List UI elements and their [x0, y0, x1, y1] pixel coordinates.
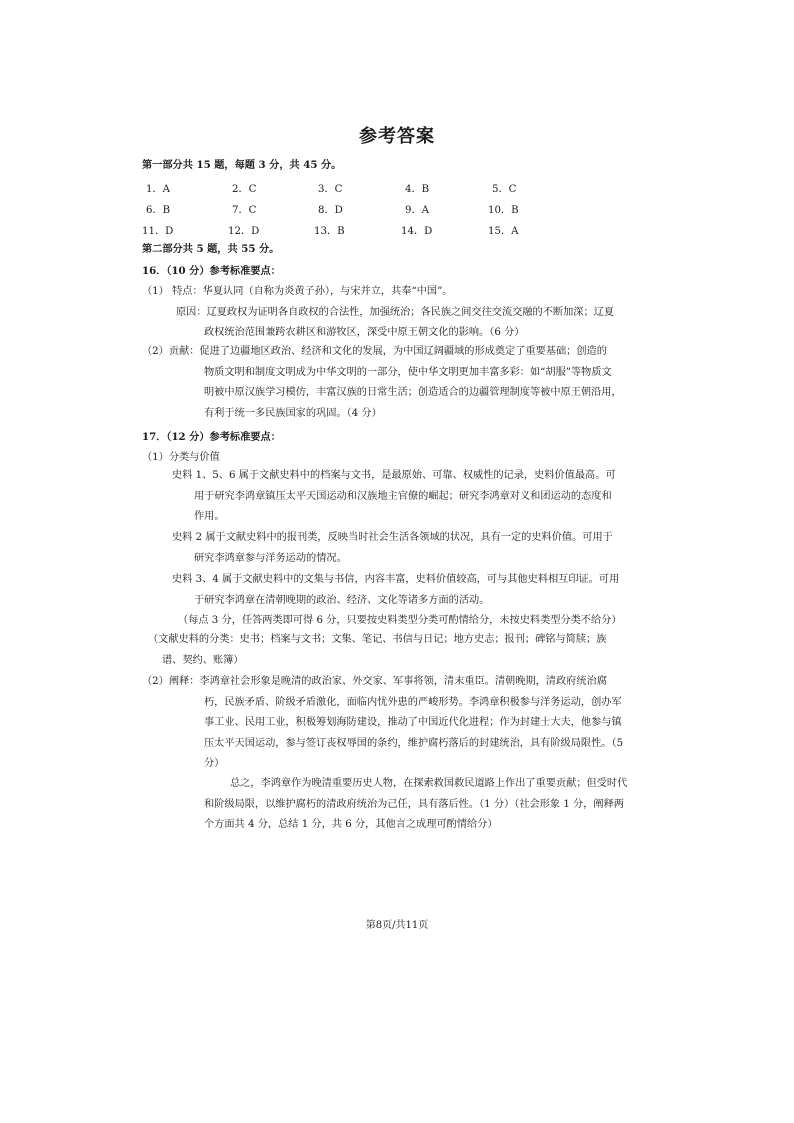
text-line: 用于研究李鸿章镇压太平天国运动和汉族地主官僚的崛起；研究李鸿章对义和团运动的态度和 [194, 490, 612, 502]
answer-item: 9．A [405, 205, 430, 216]
q16-header: 16．（10 分）参考标准要点： [142, 265, 281, 277]
q17-source-types-note [148, 630, 606, 671]
q16-part1-reasons-cont: 政权统治范围兼跨农耕区和游牧区，深受中原王朝文化的影响。（6 分） [204, 327, 525, 338]
text-line: 于研究李鸿章在清朝晚期的政治、经济、文化等诸多方面的活动。 [194, 594, 490, 606]
q17-summary [204, 774, 627, 836]
part2-header: 第二部分共 5 题，共 55 分。 [142, 243, 280, 255]
text-line: 事工业、民用工业，积极筹划海防建设，推动了中国近代化进程；作为封建士大夫，他参与镇 [204, 717, 622, 728]
text-line: 和阶级局限，以维护腐朽的清政府统治为己任，具有落后性。（1 分）（社会形象 1 分，阐释两 [204, 798, 624, 810]
answer-item: 6．B [146, 205, 171, 216]
q17-header: 17．（12 分）参考标准要点： [142, 431, 281, 443]
page-title: 参考答案 [359, 126, 435, 147]
answer-item: 3．C [318, 184, 343, 195]
text-line: （2）阐释：李鸿章社会形象是晚清的政治家、外交家、军事将领，清末重臣。清朝晚期，清政府统治腐 [142, 676, 607, 687]
q16-part1-reasons: 原因：辽夏政权为证明各自政权的合法性，加强统治；各民族之间交往交流交融的不断加深；辽夏 [176, 307, 615, 318]
text-line: 史料 3、4 属于文献史料中的文集与书信，内容丰富，史料价值较高，可与其他史料相互印证。可用 [172, 574, 620, 585]
text-line: 明被中原汉族学习模仿，丰富汉族的日常生活；创造适合的边疆管理制度等被中原王朝沿用， [204, 387, 622, 398]
answer-item: 11．D [142, 226, 174, 237]
q17-part2 [142, 672, 623, 775]
text-line: 谱、契约、账簿） [162, 654, 244, 666]
answer-item: 14．D [401, 226, 433, 237]
answer-item: 12．D [228, 226, 260, 237]
q17-scoring-note: （每点 3 分，任答两类即可得 6 分，只要按史料类型分类可酌情给分，未按史料类型分类不给分） [178, 615, 622, 626]
q17-sub1: （1）分类与价值 [142, 452, 220, 463]
answer-item: 8．D [318, 205, 343, 216]
text-line: 压太平天国运动，参与签订丧权辱国的条约，维护腐朽落后的封建统治，具有阶级局限性。（5 [204, 737, 624, 749]
text-line: 个方面共 4 分，总结 1 分，共 6 分，其他言之成理可酌情给分） [204, 819, 498, 830]
answer-item: 5．C [492, 184, 517, 195]
text-line: 有利于统一多民族国家的巩固。（4 分） [204, 407, 382, 419]
answer-item: 2．C [232, 184, 257, 195]
text-line: （2）贡献：促进了边疆地区政治、经济和文化的发展，为中国辽阔疆域的形成奠定了重要基础；创造的 [142, 346, 607, 357]
text-line: 史料 2 属于文献史料中的报刊类，反映当时社会生活各领域的状况，具有一定的史料价值。可用于 [172, 532, 613, 543]
q17-source-1-5-6 [172, 466, 616, 528]
text-line: 物质文明和制度文明成为中华文明的一部分，使中华文明更加丰富多彩：如“胡服”等物质文 [204, 366, 612, 378]
answer-item: 4．B [405, 184, 430, 195]
page-number-footer: 第8页/共11页 [365, 920, 429, 931]
answer-item: 13．B [314, 226, 345, 237]
q17-source-3-4 [172, 570, 619, 611]
text-line: 总之，李鸿章作为晚清重要历史人物，在探索救国救民道路上作出了重要贡献；但受时代 [230, 778, 628, 789]
answer-item: 10．B [488, 205, 519, 216]
answer-item: 7．C [232, 205, 257, 216]
text-line: 朽，民族矛盾、阶级矛盾激化，面临内忧外患的严峻形势。李鸿章积极参与洋务运动，创办军 [204, 696, 622, 708]
q16-part1-features: （1） 特点：华夏认同（自称为炎黄子孙），与宋并立，共奉“中国”。 [142, 286, 453, 297]
part1-header: 第一部分共 15 题，每题 3 分，共 45 分。 [142, 159, 342, 171]
text-line: 分） [204, 758, 225, 769]
text-line: （文献史料的分类：史书；档案与文书；文集、笔记、书信与日记；地方史志；报刊；碑铭与简牍；族 [148, 634, 607, 645]
answer-item: 1．A [146, 184, 171, 195]
answer-item: 15．A [488, 226, 519, 237]
q17-source-2 [172, 528, 613, 569]
q16-part2 [142, 342, 622, 424]
text-line: 研究李鸿章参与洋务运动的情况。 [194, 552, 347, 564]
text-line: 史料 1、5、6 属于文献史料中的档案与文书，是最原始、可靠、权威性的记录，史料价值最高。可 [172, 470, 616, 481]
text-line: 作用。 [194, 511, 225, 522]
